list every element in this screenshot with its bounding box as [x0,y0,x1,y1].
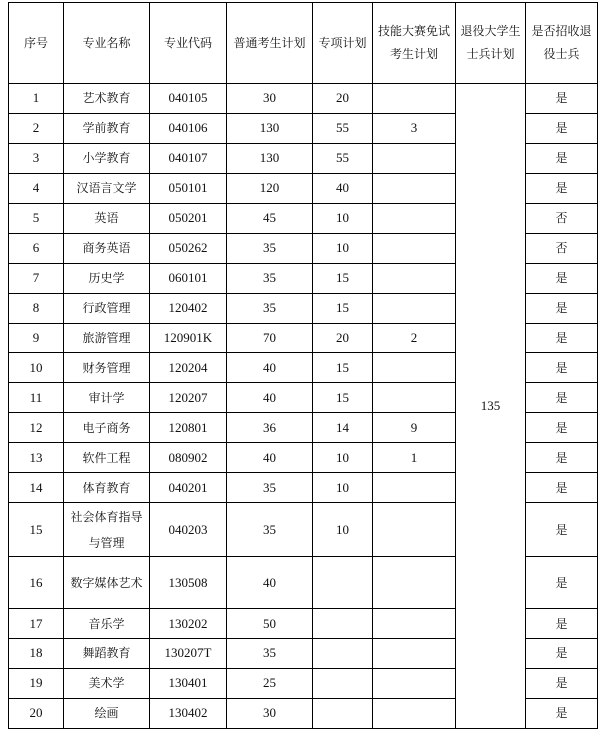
row-number: 3 [9,143,64,173]
header-cell: 专业名称 [64,3,150,84]
major-code: 080902 [150,443,227,473]
skill-exempt-plan [373,473,456,503]
general-plan: 30 [227,84,313,114]
row-number: 8 [9,293,64,323]
major-code: 130401 [150,668,227,698]
special-plan: 15 [313,383,373,413]
skill-exempt-plan: 2 [373,323,456,353]
special-plan: 10 [313,443,373,473]
recruit-veterans: 是 [526,113,598,143]
special-plan [313,609,373,639]
recruit-veterans: 是 [526,473,598,503]
major-name: 英语 [64,203,150,233]
major-code: 120207 [150,383,227,413]
special-plan: 55 [313,113,373,143]
recruit-veterans: 否 [526,203,598,233]
major-name: 音乐学 [64,609,150,639]
major-name: 旅游管理 [64,323,150,353]
major-code: 040201 [150,473,227,503]
major-code: 040203 [150,503,227,557]
major-code: 040105 [150,84,227,114]
row-number: 10 [9,353,64,383]
general-plan: 35 [227,639,313,669]
skill-exempt-plan: 1 [373,443,456,473]
header-cell: 专项计划 [313,3,373,84]
major-name: 小学教育 [64,143,150,173]
row-number: 11 [9,383,64,413]
skill-exempt-plan: 3 [373,113,456,143]
general-plan: 25 [227,668,313,698]
enrollment-plan-table [8,2,598,729]
row-number: 14 [9,473,64,503]
general-plan: 130 [227,143,313,173]
general-plan: 120 [227,173,313,203]
skill-exempt-plan [373,698,456,728]
special-plan: 15 [313,353,373,383]
recruit-veterans: 是 [526,443,598,473]
special-plan: 15 [313,263,373,293]
skill-exempt-plan [373,609,456,639]
major-name: 艺术教育 [64,84,150,114]
row-number: 16 [9,557,64,609]
major-code: 130508 [150,557,227,609]
veteran-plan-total: 135 [456,84,526,729]
row-number: 12 [9,413,64,443]
general-plan: 36 [227,413,313,443]
skill-exempt-plan [373,233,456,263]
header-cell: 是否招收退役士兵 [526,3,598,84]
skill-exempt-plan [373,557,456,609]
general-plan: 130 [227,113,313,143]
row-number: 6 [9,233,64,263]
header-cell: 专业代码 [150,3,227,84]
skill-exempt-plan [373,173,456,203]
major-code: 050262 [150,233,227,263]
special-plan [313,557,373,609]
skill-exempt-plan [373,639,456,669]
row-number: 9 [9,323,64,353]
header-cell: 技能大赛免试考生计划 [373,3,456,84]
recruit-veterans: 是 [526,383,598,413]
row-number: 4 [9,173,64,203]
general-plan: 40 [227,383,313,413]
row-number: 5 [9,203,64,233]
major-name: 商务英语 [64,233,150,263]
row-number: 7 [9,263,64,293]
major-name: 学前教育 [64,113,150,143]
recruit-veterans: 是 [526,668,598,698]
table-row [9,84,598,114]
special-plan [313,698,373,728]
special-plan: 10 [313,203,373,233]
major-code: 050101 [150,173,227,203]
header-cell: 退役大学生士兵计划 [456,3,526,84]
special-plan: 20 [313,323,373,353]
general-plan: 35 [227,263,313,293]
major-name: 舞蹈教育 [64,639,150,669]
skill-exempt-plan [373,203,456,233]
general-plan: 35 [227,233,313,263]
recruit-veterans: 否 [526,233,598,263]
skill-exempt-plan [373,143,456,173]
row-number: 19 [9,668,64,698]
recruit-veterans: 是 [526,173,598,203]
row-number: 2 [9,113,64,143]
special-plan: 10 [313,473,373,503]
major-name: 美术学 [64,668,150,698]
major-name: 财务管理 [64,353,150,383]
major-name: 审计学 [64,383,150,413]
special-plan: 55 [313,143,373,173]
special-plan: 10 [313,233,373,263]
major-name: 软件工程 [64,443,150,473]
recruit-veterans: 是 [526,353,598,383]
skill-exempt-plan [373,668,456,698]
special-plan: 14 [313,413,373,443]
special-plan: 15 [313,293,373,323]
header-cell: 序号 [9,3,64,84]
header-cell: 普通考生计划 [227,3,313,84]
major-code: 040107 [150,143,227,173]
major-code: 130402 [150,698,227,728]
major-code: 050201 [150,203,227,233]
major-name: 电子商务 [64,413,150,443]
recruit-veterans: 是 [526,143,598,173]
recruit-veterans: 是 [526,503,598,557]
major-code: 120204 [150,353,227,383]
skill-exempt-plan [373,293,456,323]
major-name: 绘画 [64,698,150,728]
general-plan: 40 [227,557,313,609]
recruit-veterans: 是 [526,609,598,639]
row-number: 20 [9,698,64,728]
major-code: 130207T [150,639,227,669]
general-plan: 35 [227,503,313,557]
general-plan: 35 [227,293,313,323]
skill-exempt-plan [373,263,456,293]
recruit-veterans: 是 [526,263,598,293]
major-name: 数字媒体艺术 [64,557,150,609]
recruit-veterans: 是 [526,84,598,114]
major-name: 汉语言文学 [64,173,150,203]
major-name: 社会体育指导与管理 [64,503,150,557]
special-plan [313,639,373,669]
skill-exempt-plan [373,353,456,383]
row-number: 13 [9,443,64,473]
general-plan: 35 [227,473,313,503]
general-plan: 40 [227,443,313,473]
major-name: 行政管理 [64,293,150,323]
major-code: 130202 [150,609,227,639]
recruit-veterans: 是 [526,323,598,353]
major-name: 历史学 [64,263,150,293]
general-plan: 70 [227,323,313,353]
recruit-veterans: 是 [526,698,598,728]
recruit-veterans: 是 [526,639,598,669]
major-code: 120801 [150,413,227,443]
major-code: 060101 [150,263,227,293]
skill-exempt-plan [373,503,456,557]
skill-exempt-plan [373,383,456,413]
recruit-veterans: 是 [526,293,598,323]
row-number: 15 [9,503,64,557]
special-plan: 10 [313,503,373,557]
skill-exempt-plan [373,84,456,114]
major-code: 040106 [150,113,227,143]
major-code: 120402 [150,293,227,323]
row-number: 1 [9,84,64,114]
header-row [9,3,598,84]
general-plan: 45 [227,203,313,233]
special-plan: 20 [313,84,373,114]
general-plan: 50 [227,609,313,639]
recruit-veterans: 是 [526,413,598,443]
special-plan [313,668,373,698]
major-name: 体育教育 [64,473,150,503]
recruit-veterans: 是 [526,557,598,609]
general-plan: 30 [227,698,313,728]
skill-exempt-plan: 9 [373,413,456,443]
row-number: 17 [9,609,64,639]
major-code: 120901K [150,323,227,353]
row-number: 18 [9,639,64,669]
general-plan: 40 [227,353,313,383]
special-plan: 40 [313,173,373,203]
